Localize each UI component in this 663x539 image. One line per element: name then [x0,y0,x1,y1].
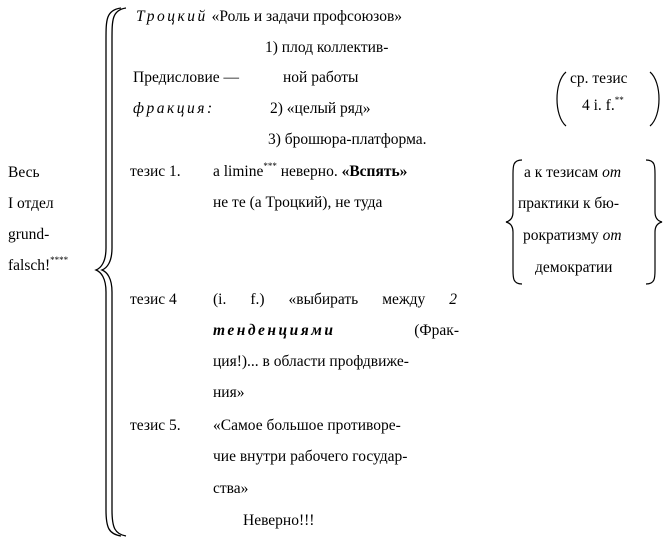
thesis-4-label: тезис 4 [130,291,177,308]
left-note-line-2: I отдел [8,195,54,212]
thesis-5-line-2: чие внутри рабочего государ- [213,448,408,465]
right-brace-icon [646,160,662,284]
thesis-5-verdict: Неверно!!! [243,512,315,529]
work-title: «Роль и задачи профсоюзов» [211,8,403,25]
faction-label: фракция: [133,100,215,117]
thesis-4-line-2: тенденциями (Фрак- [213,322,459,339]
thesis-5-label: тезис 5. [130,417,181,434]
header-item-1a: 1) плод коллектив- [265,39,389,56]
left-note-line-4: falsch!**** [8,255,69,274]
thesis-4-line-3: ция!)... в области профдвиже- [213,353,409,370]
side-note-1-line-1: ср. тезис [570,70,628,87]
left-paren-icon [557,72,566,126]
left-brace-icon [506,160,522,284]
preface-label: Предисловие — [133,69,240,86]
right-paren-icon [650,72,659,126]
header-item-3: 3) брошюра-платформа. [268,131,427,148]
left-note-line-1: Весь [8,164,40,181]
thesis-1-line-2: не те (а Троцкий), не туда [213,194,383,211]
thesis-4-line-1: (i. f.) «выбирать между 2 [213,291,458,308]
left-note-line-3: grund- [8,226,50,243]
header-item-1b: ной работы [283,69,359,86]
thesis-5-line-3: ства» [213,480,249,497]
thesis-5-line-1: «Самое большое противоре- [213,417,401,434]
header-title-line [136,9,402,25]
header-item-2: 2) «целый ряд» [270,100,371,117]
thesis-1-line-1: a limine*** неверно. «Вспять» [213,161,408,180]
side-note-2-line-3: рократизму от [523,227,622,244]
thesis-1-label: тезис 1. [130,163,181,180]
author-name: Троцкий [136,8,208,25]
thesis-4-line-4: ния» [213,384,245,401]
side-note-2-line-1: а к тезисам от [524,164,622,181]
side-note-2-line-2: практики к бю- [518,195,620,212]
side-note-1-line-2: 4 i. f.** [582,95,624,114]
side-note-2-line-4: демократии [535,259,613,276]
